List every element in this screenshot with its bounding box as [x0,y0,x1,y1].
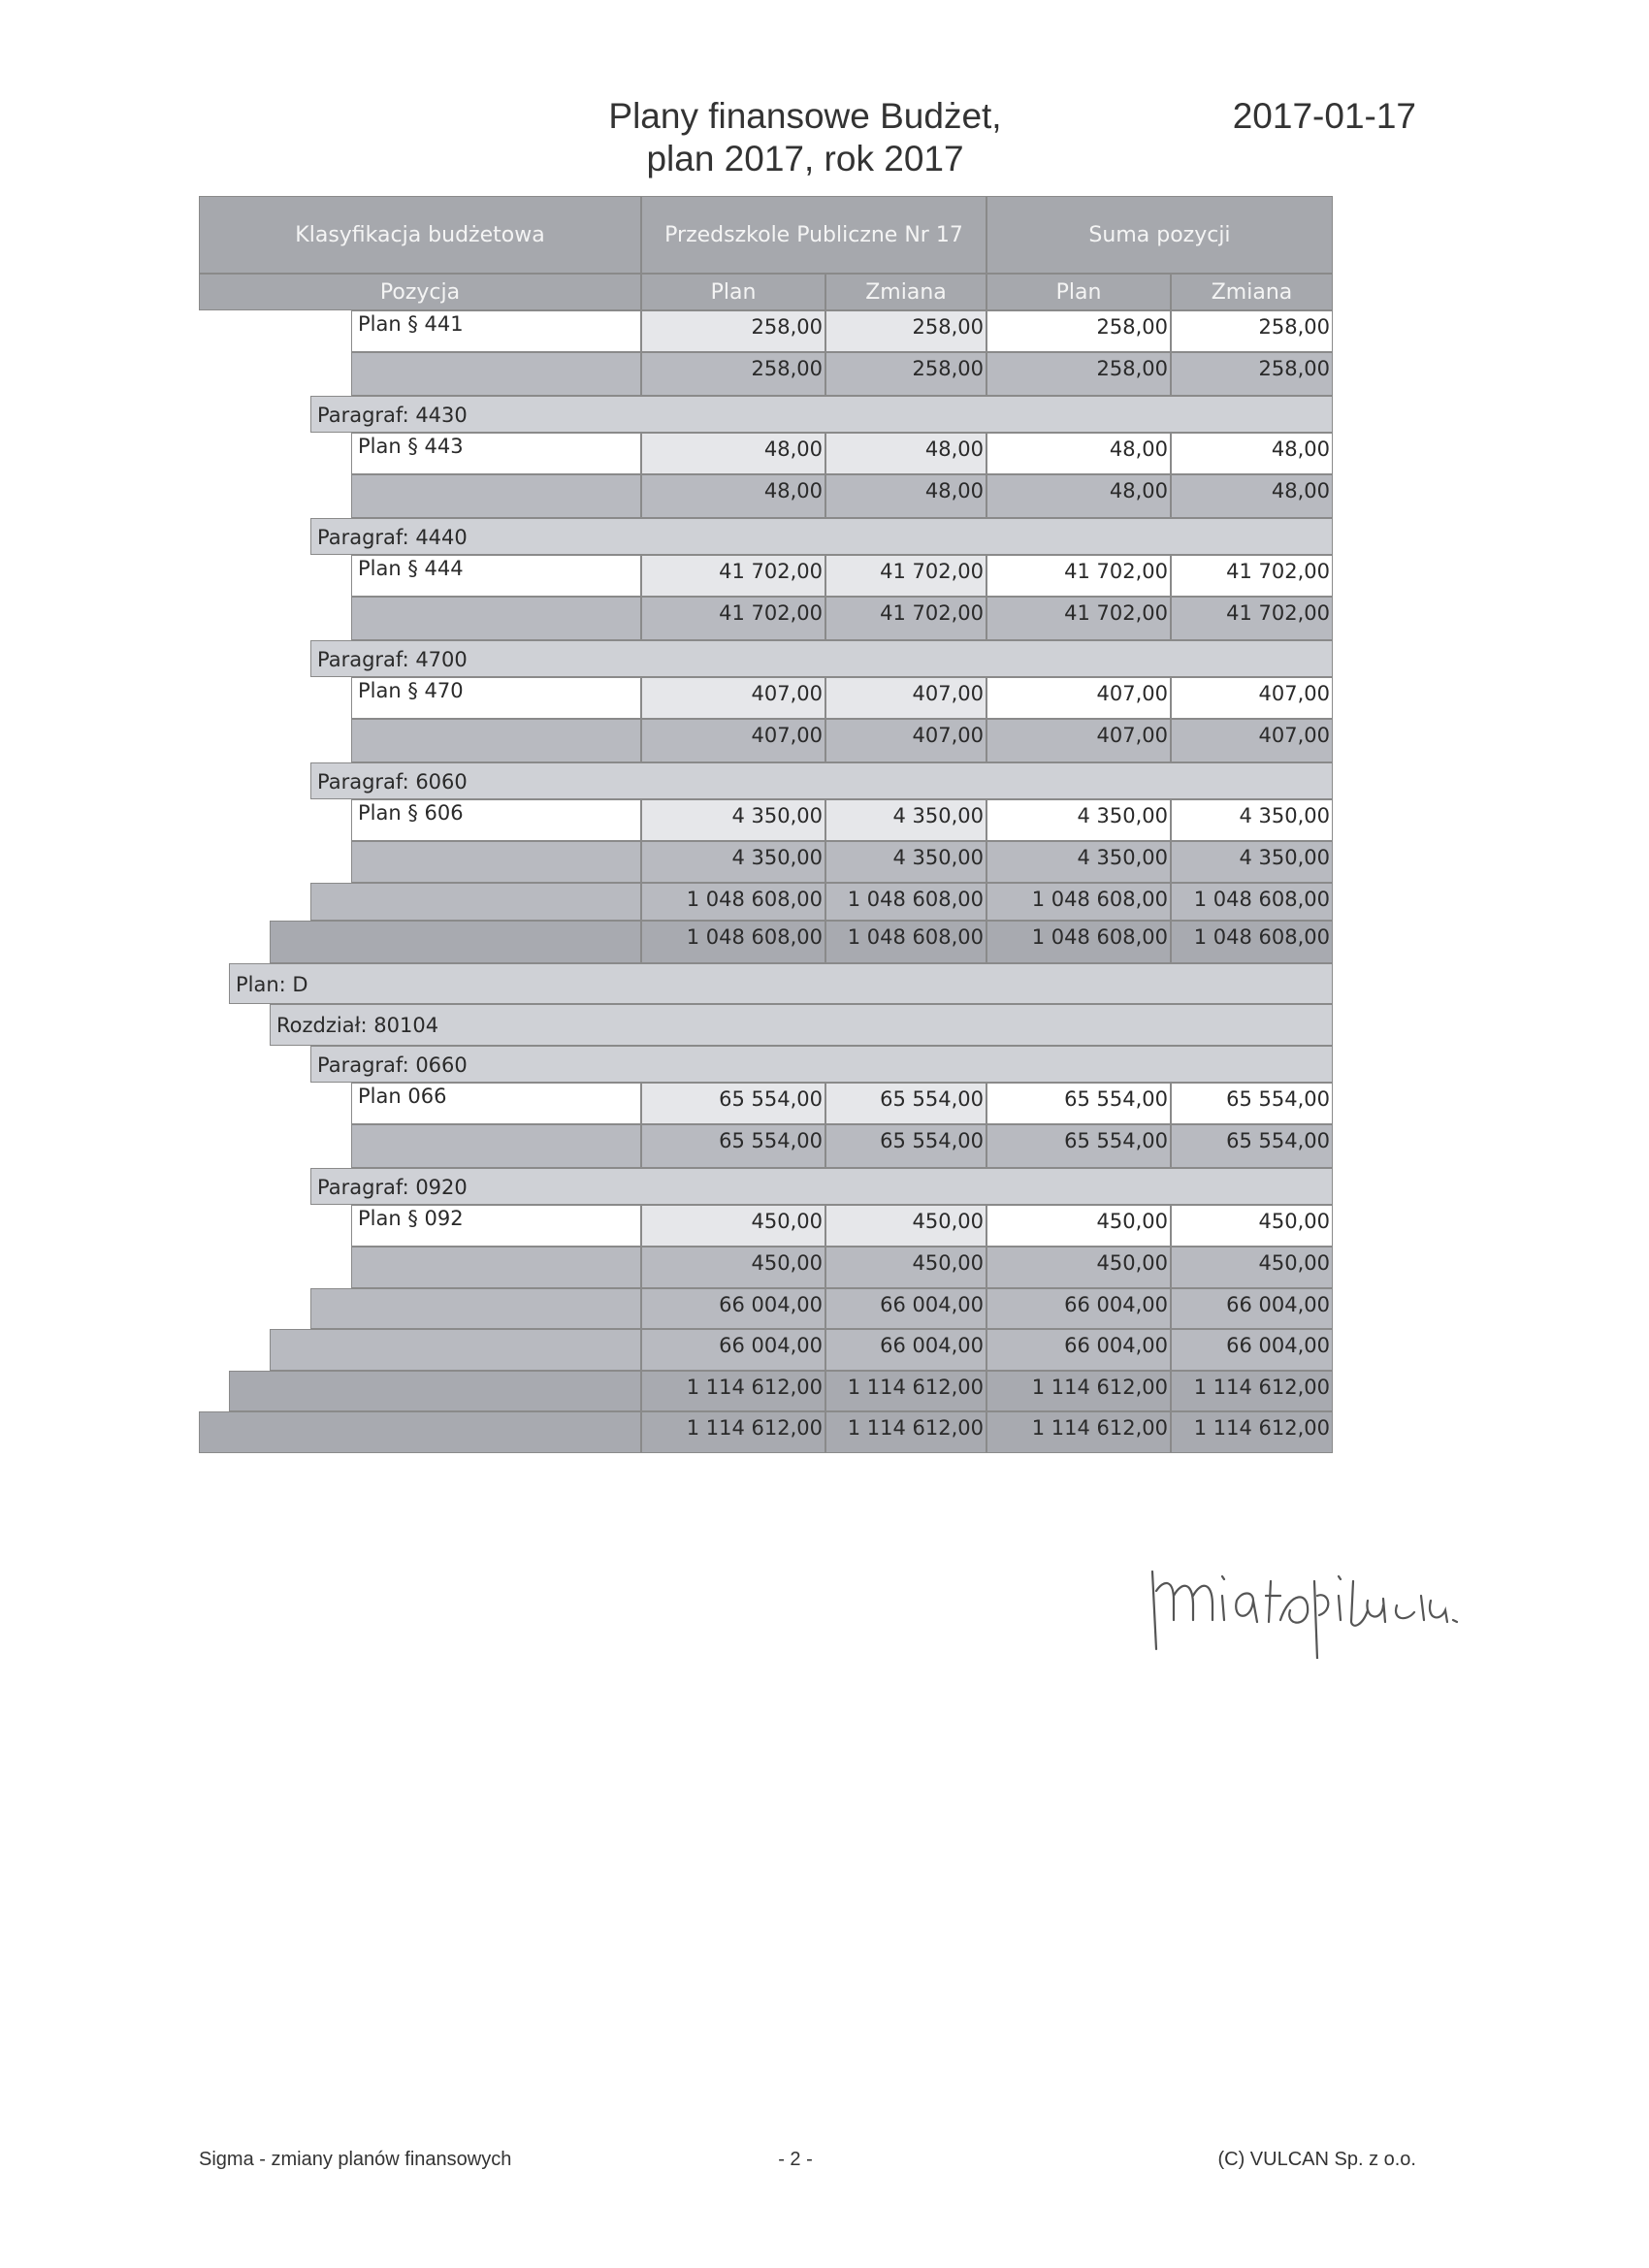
value-cell: 4 350,00 [1171,799,1333,841]
value-cell: 41 702,00 [986,555,1171,597]
position-label: Plan § 606 [351,799,641,841]
subtotal-bar [351,841,641,883]
value-cell: 450,00 [986,1205,1171,1247]
header-unit-plan: Plan [641,274,825,310]
subtotal-bar [310,883,641,921]
value-cell: 41 702,00 [641,555,825,597]
header-unit: Przedszkole Publiczne Nr 17 [641,196,986,274]
value-cell: 4 350,00 [1171,841,1333,883]
value-cell: 258,00 [641,310,825,352]
value-cell: 41 702,00 [641,597,825,640]
subtotal-bar [351,1124,641,1168]
value-cell: 66 004,00 [641,1329,825,1371]
value-cell: 407,00 [641,719,825,762]
section-header: Paragraf: 6060 [310,762,1333,799]
value-cell: 407,00 [641,677,825,719]
value-cell: 66 004,00 [986,1329,1171,1371]
value-cell: 41 702,00 [986,597,1171,640]
subtotal-bar [351,597,641,640]
value-cell: 1 114 612,00 [825,1411,986,1453]
value-cell: 1 114 612,00 [986,1411,1171,1453]
value-cell: 48,00 [986,474,1171,518]
position-label: Plan § 444 [351,555,641,597]
value-cell: 4 350,00 [825,841,986,883]
section-header: Plan: D [229,963,1333,1004]
value-cell: 450,00 [641,1205,825,1247]
value-cell: 65 554,00 [641,1083,825,1124]
value-cell: 1 114 612,00 [1171,1371,1333,1411]
value-cell: 48,00 [825,474,986,518]
header-position: Pozycja [199,274,641,310]
value-cell: 1 048 608,00 [986,921,1171,963]
value-cell: 65 554,00 [1171,1124,1333,1168]
value-cell: 407,00 [986,719,1171,762]
value-cell: 407,00 [986,677,1171,719]
subtotal-bar [351,352,641,396]
value-cell: 1 114 612,00 [641,1371,825,1411]
value-cell: 66 004,00 [641,1288,825,1329]
value-cell: 4 350,00 [986,841,1171,883]
header-sum: Suma pozycji [986,196,1333,274]
value-cell: 48,00 [1171,474,1333,518]
value-cell: 1 048 608,00 [986,883,1171,921]
subtotal-bar [270,1329,641,1371]
value-cell: 66 004,00 [825,1329,986,1371]
value-cell: 1 114 612,00 [825,1371,986,1411]
position-label: Plan 066 [351,1083,641,1124]
value-cell: 1 048 608,00 [825,921,986,963]
value-cell: 48,00 [641,433,825,474]
value-cell: 258,00 [641,352,825,396]
header-classification: Klasyfikacja budżetowa [199,196,641,274]
value-cell: 65 554,00 [986,1083,1171,1124]
position-label: Plan § 092 [351,1205,641,1247]
value-cell: 1 048 608,00 [825,883,986,921]
title-line-2: plan 2017, rok 2017 [646,139,964,178]
value-cell: 66 004,00 [825,1288,986,1329]
value-cell: 450,00 [825,1247,986,1288]
value-cell: 258,00 [986,352,1171,396]
subtotal-bar [229,1371,641,1411]
section-header: Paragraf: 4700 [310,640,1333,677]
footer-page-number: - 2 - [778,2149,813,2170]
value-cell: 450,00 [1171,1205,1333,1247]
section-header: Paragraf: 0660 [310,1046,1333,1083]
section-header: Paragraf: 4440 [310,518,1333,555]
value-cell: 1 114 612,00 [986,1371,1171,1411]
value-cell: 66 004,00 [986,1288,1171,1329]
value-cell: 258,00 [986,310,1171,352]
header-sum-change: Zmiana [1171,274,1333,310]
value-cell: 4 350,00 [986,799,1171,841]
section-header: Paragraf: 0920 [310,1168,1333,1205]
value-cell: 450,00 [986,1247,1171,1288]
value-cell: 41 702,00 [1171,597,1333,640]
footer-right: (C) VULCAN Sp. z o.o. [1217,2149,1416,2170]
value-cell: 4 350,00 [641,841,825,883]
value-cell: 1 048 608,00 [641,921,825,963]
value-cell: 1 048 608,00 [641,883,825,921]
subtotal-bar [351,1247,641,1288]
subtotal-bar [199,1411,641,1453]
header-unit-change: Zmiana [825,274,986,310]
value-cell: 65 554,00 [1171,1083,1333,1124]
subtotal-bar [351,474,641,518]
value-cell: 48,00 [641,474,825,518]
header-sum-plan: Plan [986,274,1171,310]
value-cell: 41 702,00 [825,555,986,597]
value-cell: 258,00 [825,310,986,352]
value-cell: 450,00 [1171,1247,1333,1288]
value-cell: 48,00 [825,433,986,474]
position-label: Plan § 443 [351,433,641,474]
subtotal-bar [270,921,641,963]
handwritten-signature [1145,1552,1465,1659]
value-cell: 407,00 [825,677,986,719]
value-cell: 1 048 608,00 [1171,883,1333,921]
footer-left: Sigma - zmiany planów finansowych [199,2149,512,2170]
value-cell: 66 004,00 [1171,1329,1333,1371]
value-cell: 4 350,00 [641,799,825,841]
value-cell: 65 554,00 [986,1124,1171,1168]
value-cell: 450,00 [825,1205,986,1247]
value-cell: 66 004,00 [1171,1288,1333,1329]
subtotal-bar [310,1288,641,1329]
value-cell: 258,00 [1171,352,1333,396]
value-cell: 48,00 [986,433,1171,474]
value-cell: 407,00 [1171,719,1333,762]
section-header: Rozdział: 80104 [270,1004,1333,1046]
value-cell: 65 554,00 [825,1124,986,1168]
title-line-1: Plany finansowe Budżet, [608,96,1002,136]
value-cell: 65 554,00 [641,1124,825,1168]
section-header: Paragraf: 4430 [310,396,1333,433]
value-cell: 1 048 608,00 [1171,921,1333,963]
value-cell: 258,00 [1171,310,1333,352]
value-cell: 258,00 [825,352,986,396]
value-cell: 41 702,00 [1171,555,1333,597]
position-label: Plan § 470 [351,677,641,719]
position-label: Plan § 441 [351,310,641,352]
value-cell: 4 350,00 [825,799,986,841]
value-cell: 65 554,00 [825,1083,986,1124]
value-cell: 48,00 [1171,433,1333,474]
value-cell: 450,00 [641,1247,825,1288]
report-date: 2017-01-17 [1232,96,1416,136]
value-cell: 1 114 612,00 [1171,1411,1333,1453]
subtotal-bar [351,719,641,762]
value-cell: 407,00 [825,719,986,762]
value-cell: 1 114 612,00 [641,1411,825,1453]
value-cell: 407,00 [1171,677,1333,719]
value-cell: 41 702,00 [825,597,986,640]
